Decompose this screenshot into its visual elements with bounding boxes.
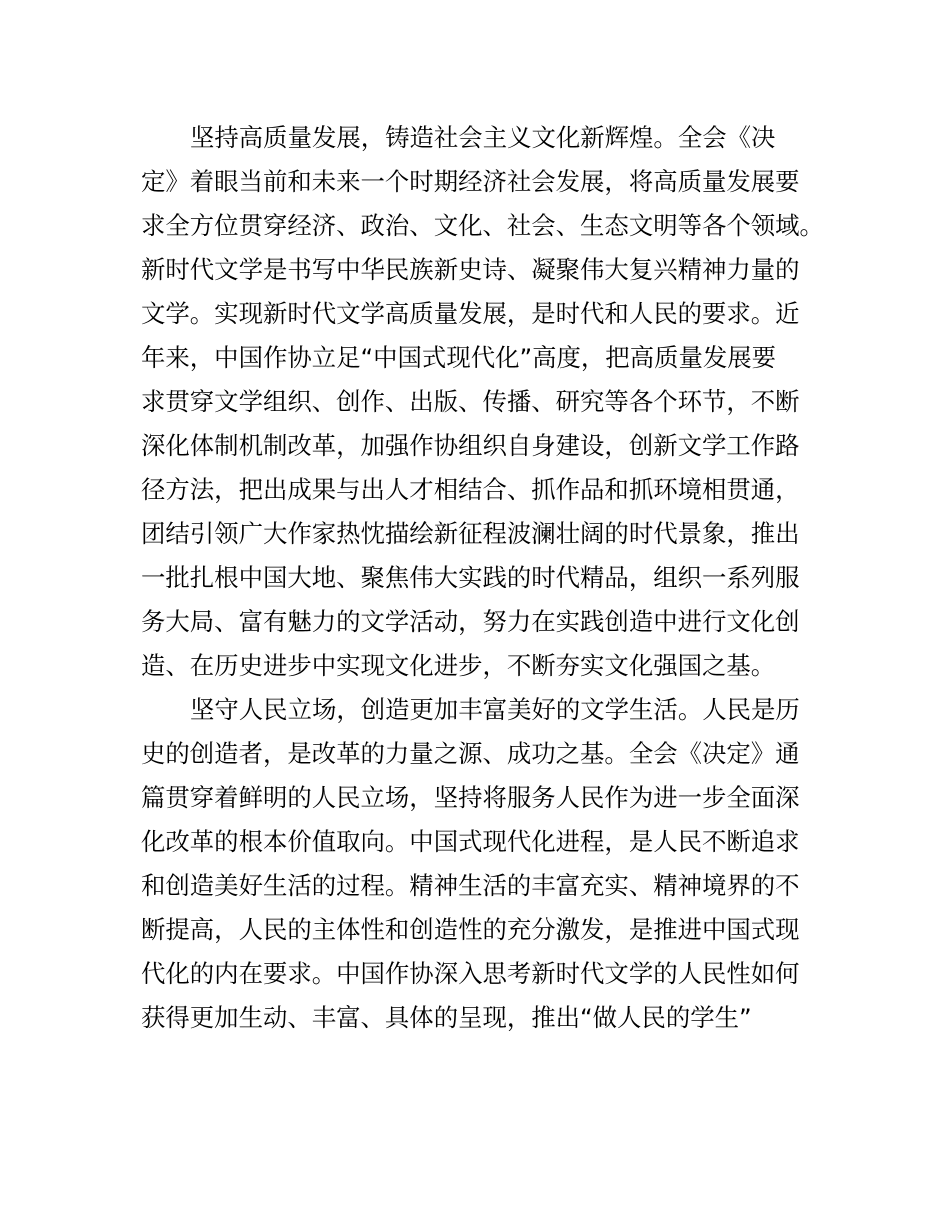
text-line: 和创造美好生活的过程。精神生活的丰富充实、精神境界的不 — [141, 871, 800, 900]
text-line: 坚持高质量发展，铸造社会主义文化新辉煌。全会《决 — [190, 123, 776, 152]
text-line: 史的创造者，是改革的力量之源、成功之基。全会《决定》通 — [141, 739, 800, 768]
text-line: 断提高，人民的主体性和创造性的充分激发，是推进中国式现 — [141, 915, 800, 944]
text-line: 获得更加生动、丰富、具体的呈现，推出“做人民的学生” — [141, 1003, 752, 1032]
text-line: 造、在历史进步中实现文化进步，不断夯实文化强国之基。 — [141, 651, 776, 680]
text-line: 代化的内在要求。中国作协深入思考新时代文学的人民性如何 — [141, 959, 800, 988]
text-line: 文学。实现新时代文学高质量发展，是时代和人民的要求。近 — [141, 299, 800, 328]
text-line: 定》着眼当前和未来一个时期经济社会发展，将高质量发展要 — [141, 167, 800, 196]
paragraph-people-stance — [141, 688, 831, 1040]
paragraph-high-quality-development — [141, 116, 831, 688]
text-line: 团结引领广大作家热忱描绘新征程波澜壮阔的时代景象，推出 — [141, 519, 800, 548]
text-line: 务大局、富有魅力的文学活动，努力在实践创造中进行文化创 — [141, 607, 800, 636]
text-line: 篇贯穿着鲜明的人民立场，坚持将服务人民作为进一步全面深 — [141, 783, 800, 812]
text-line: 年来，中国作协立足“中国式现代化”高度，把高质量发展要 — [141, 343, 777, 372]
text-line: 新时代文学是书写中华民族新史诗、凝聚伟大复兴精神力量的 — [141, 255, 800, 284]
text-line: 径方法，把出成果与出人才相结合、抓作品和抓环境相贯通， — [141, 475, 800, 504]
text-line: 求全方位贯穿经济、政治、文化、社会、生态文明等各个领域。 — [141, 211, 824, 240]
text-line: 求贯穿文学组织、创作、出版、传播、研究等各个环节，不断 — [141, 387, 800, 416]
text-line: 一批扎根中国大地、聚焦伟大实践的时代精品，组织一系列服 — [141, 563, 800, 592]
text-line: 化改革的根本价值取向。中国式现代化进程，是人民不断追求 — [141, 827, 800, 856]
text-line: 深化体制机制改革，加强作协组织自身建设，创新文学工作路 — [141, 431, 800, 460]
text-line: 坚守人民立场，创造更加丰富美好的文学生活。人民是历 — [190, 695, 800, 724]
